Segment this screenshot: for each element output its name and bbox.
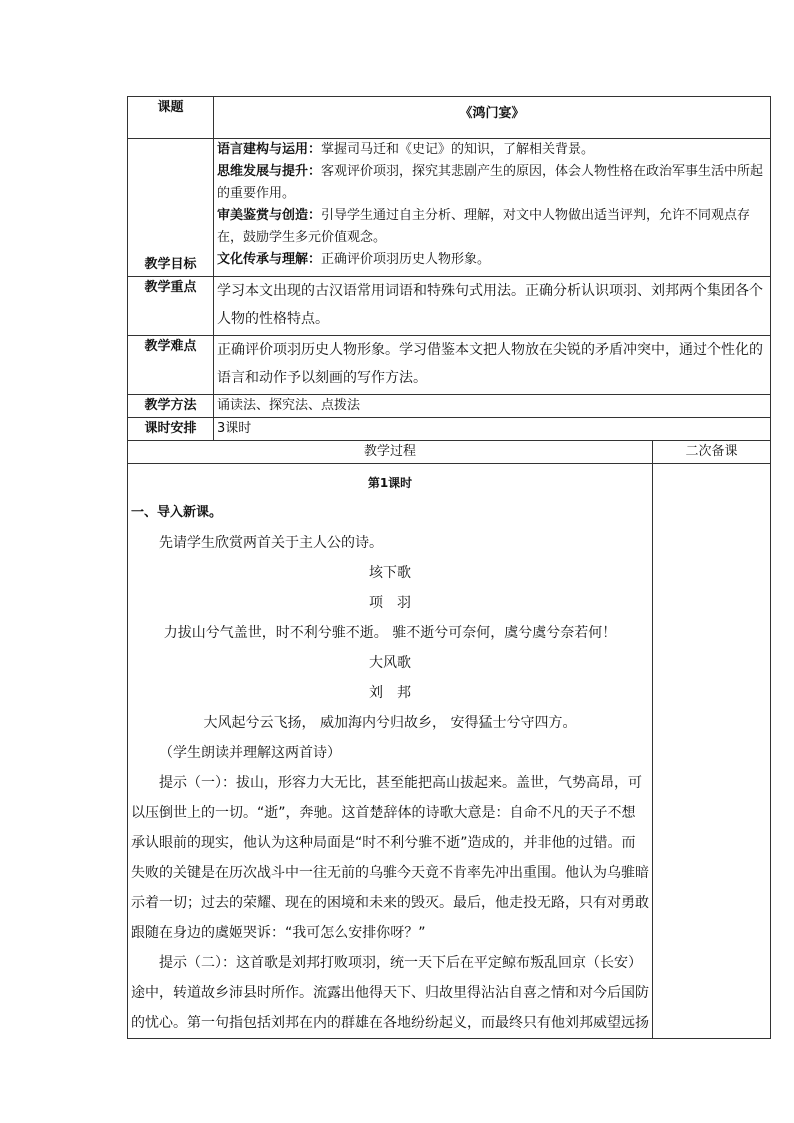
focus-label: 教学重点 — [128, 277, 214, 336]
hint-one: 提示（一）：拔山，形容力大无比，甚至能把高山拔起来。盖世，气势高昂，可以压倒世上的一切。“逝”，奔驰。这首楚辞体的诗歌大意是：自命不凡的天子不想承认眼前的现实，他认为这种局面是“时不利兮骓不逝”造成的，并非他的过错。而失败的关键是在历次战斗中一往无前的乌骓今天竟不肯率先冲出重围。他认为乌骓暗示着一切；过去的荣耀、现在的困境和未来的毁灭。最后，他走投无路，只有对勇敢跟随在身边的虞姬哭诉：“我可怎么安排你呀？” — [131, 775, 649, 941]
hint-two: 提示（二）：这首歌是刘邦打败项羽，统一天下后在平定鲸布叛乱回京（长安）途中，转道故乡沛县时所作。流露出他得天下、归故里得沾沾自喜之情和对今后国防的忧心。第一句指包括刘邦在内的群雄在各地纷纷起义，而最终只有他刘邦威望远扬 — [131, 955, 649, 1031]
topic-label: 课题 — [128, 97, 214, 139]
goal-item: 思维发展与提升：客观评价项羽，探究其悲剧产生的原因，体会人物性格在政治军事生活中所起的重要作用。 — [217, 164, 764, 201]
lesson-title: 《鸿门宴》 — [214, 97, 771, 139]
difficulty-label: 教学难点 — [128, 336, 214, 395]
second-prep-cell — [653, 464, 771, 1039]
schedule-text: 3课时 — [214, 418, 771, 441]
process-header: 教学过程 — [128, 441, 653, 464]
section-heading: 一、导入新课。 — [131, 505, 223, 520]
method-text: 诵读法、探究法、点拨法 — [214, 395, 771, 418]
schedule-label: 课时安排 — [128, 418, 214, 441]
lesson-plan-table — [127, 96, 771, 1039]
goal-item: 审美鉴赏与创造：引导学生通过自主分析、理解，对文中人物做出适当评判，允许不同观点存在，鼓励学生多元价值观念。 — [217, 208, 751, 245]
poem2-author: 刘 邦 — [369, 685, 411, 701]
difficulty-text: 正确评价项羽历史人物形象。学习借鉴本文把人物放在尖锐的矛盾冲突中，通过个性化的语言和动作予以刻画的写作方法。 — [214, 336, 771, 395]
lesson1-heading: 第1课时 — [367, 476, 413, 490]
goals-cell — [214, 139, 771, 277]
poem2-title: 大风歌 — [369, 655, 411, 671]
poem1-author: 项 羽 — [369, 595, 411, 611]
second-prep-header: 二次备课 — [653, 441, 771, 464]
goal-item: 语言建构与运用：掌握司马迁和《史记》的知识，了解相关背景。 — [217, 142, 595, 157]
focus-text: 学习本文出现的古汉语常用词语和特殊句式用法。正确分析认识项羽、刘邦两个集团各个人物的性格特点。 — [214, 277, 771, 336]
reading-note: （学生朗读并理解这两首诗） — [159, 745, 341, 761]
goal-item: 文化传承与理解：正确评价项羽历史人物形象。 — [217, 252, 491, 267]
method-label: 教学方法 — [128, 395, 214, 418]
poem1-text: 力拔山兮气盖世，时不利兮骓不逝。 骓不逝兮可奈何，虞兮虞兮奈若何！ — [163, 625, 617, 641]
poem1-title: 垓下歌 — [369, 565, 411, 581]
process-content — [128, 464, 653, 1039]
goals-label: 教学目标 — [128, 139, 214, 277]
intro-text: 先请学生欣赏两首关于主人公的诗。 — [159, 535, 383, 551]
poem2-text: 大风起兮云飞扬， 威加海内兮归故乡， 安得猛士兮守四方。 — [203, 715, 577, 731]
